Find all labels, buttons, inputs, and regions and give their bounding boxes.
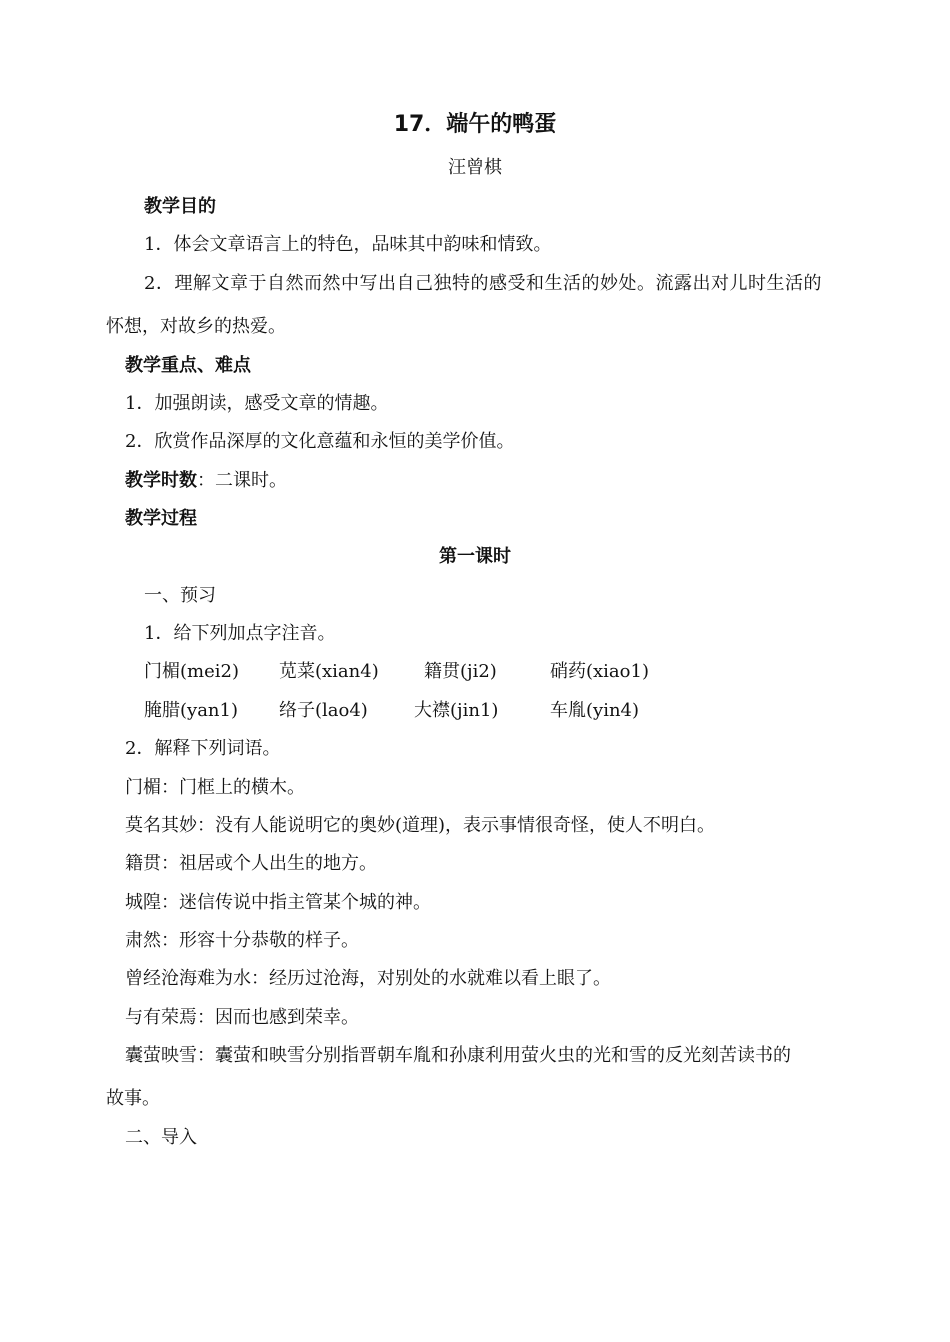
pinyin-item: 门楣(mei2) (144, 661, 239, 682)
objective-2-line2: 怀想，对故乡的热爱。 (106, 316, 286, 337)
teaching-hours (125, 470, 287, 492)
pinyin-task: 1．给下列加点字注音。 (144, 623, 336, 644)
vocab-item: 肃然：形容十分恭敬的样子。 (125, 930, 359, 951)
pinyin-item: 腌腊(yan1) (144, 700, 238, 721)
objective-2-line1: 2．理解文章于自然而然中写出自己独特的感受和生活的妙处。流露出对儿时生活的 (144, 273, 822, 294)
vocab-task: 2．解释下列词语。 (125, 738, 281, 759)
vocab-item-last-line1: 囊萤映雪：囊萤和映雪分别指晋朝车胤和孙康利用萤火虫的光和雪的反光刻苦读书的 (125, 1045, 791, 1066)
page-title: 17．端午的鸭蛋 (393, 112, 557, 137)
key-points-heading: 教学重点、难点 (125, 355, 251, 376)
process-heading: 教学过程 (125, 508, 197, 529)
key-point-2: 2．欣赏作品深厚的文化意蕴和永恒的美学价值。 (125, 431, 515, 452)
vocab-item-last-line2: 故事。 (106, 1088, 160, 1109)
pinyin-item: 硝药(xiao1) (550, 661, 649, 682)
pinyin-item: 籍贯(ji2) (424, 661, 497, 682)
intro-heading: 二、导入 (125, 1127, 197, 1148)
lesson-1-heading: 第一课时 (439, 546, 511, 567)
objectives-heading: 教学目的 (144, 196, 216, 217)
author: 汪曾棋 (448, 157, 502, 178)
key-point-1: 1．加强朗读，感受文章的情趣。 (125, 393, 389, 414)
vocab-item: 城隍：迷信传说中指主管某个城的神。 (125, 892, 431, 913)
preview-heading: 一、预习 (144, 585, 216, 606)
vocab-item: 籍贯：祖居或个人出生的地方。 (125, 853, 377, 874)
vocab-item: 门楣：门框上的横木。 (125, 777, 305, 798)
pinyin-item: 大襟(jin1) (414, 700, 499, 721)
pinyin-item: 车胤(yin4) (550, 700, 640, 721)
pinyin-item: 苋菜(xian4) (279, 661, 379, 682)
vocab-item: 莫名其妙：没有人能说明它的奥妙(道理)，表示事情很奇怪，使人不明白。 (125, 815, 716, 836)
pinyin-item: 络子(lao4) (279, 700, 368, 721)
vocab-item: 曾经沧海难为水：经历过沧海，对别处的水就难以看上眼了。 (125, 968, 611, 989)
teaching-hours-label: 教学时数 (125, 470, 197, 491)
vocab-item: 与有荣焉：因而也感到荣幸。 (125, 1007, 359, 1028)
objective-1: 1．体会文章语言上的特色，品味其中韵味和情致。 (144, 234, 552, 255)
teaching-hours-value: ：二课时。 (197, 470, 287, 491)
